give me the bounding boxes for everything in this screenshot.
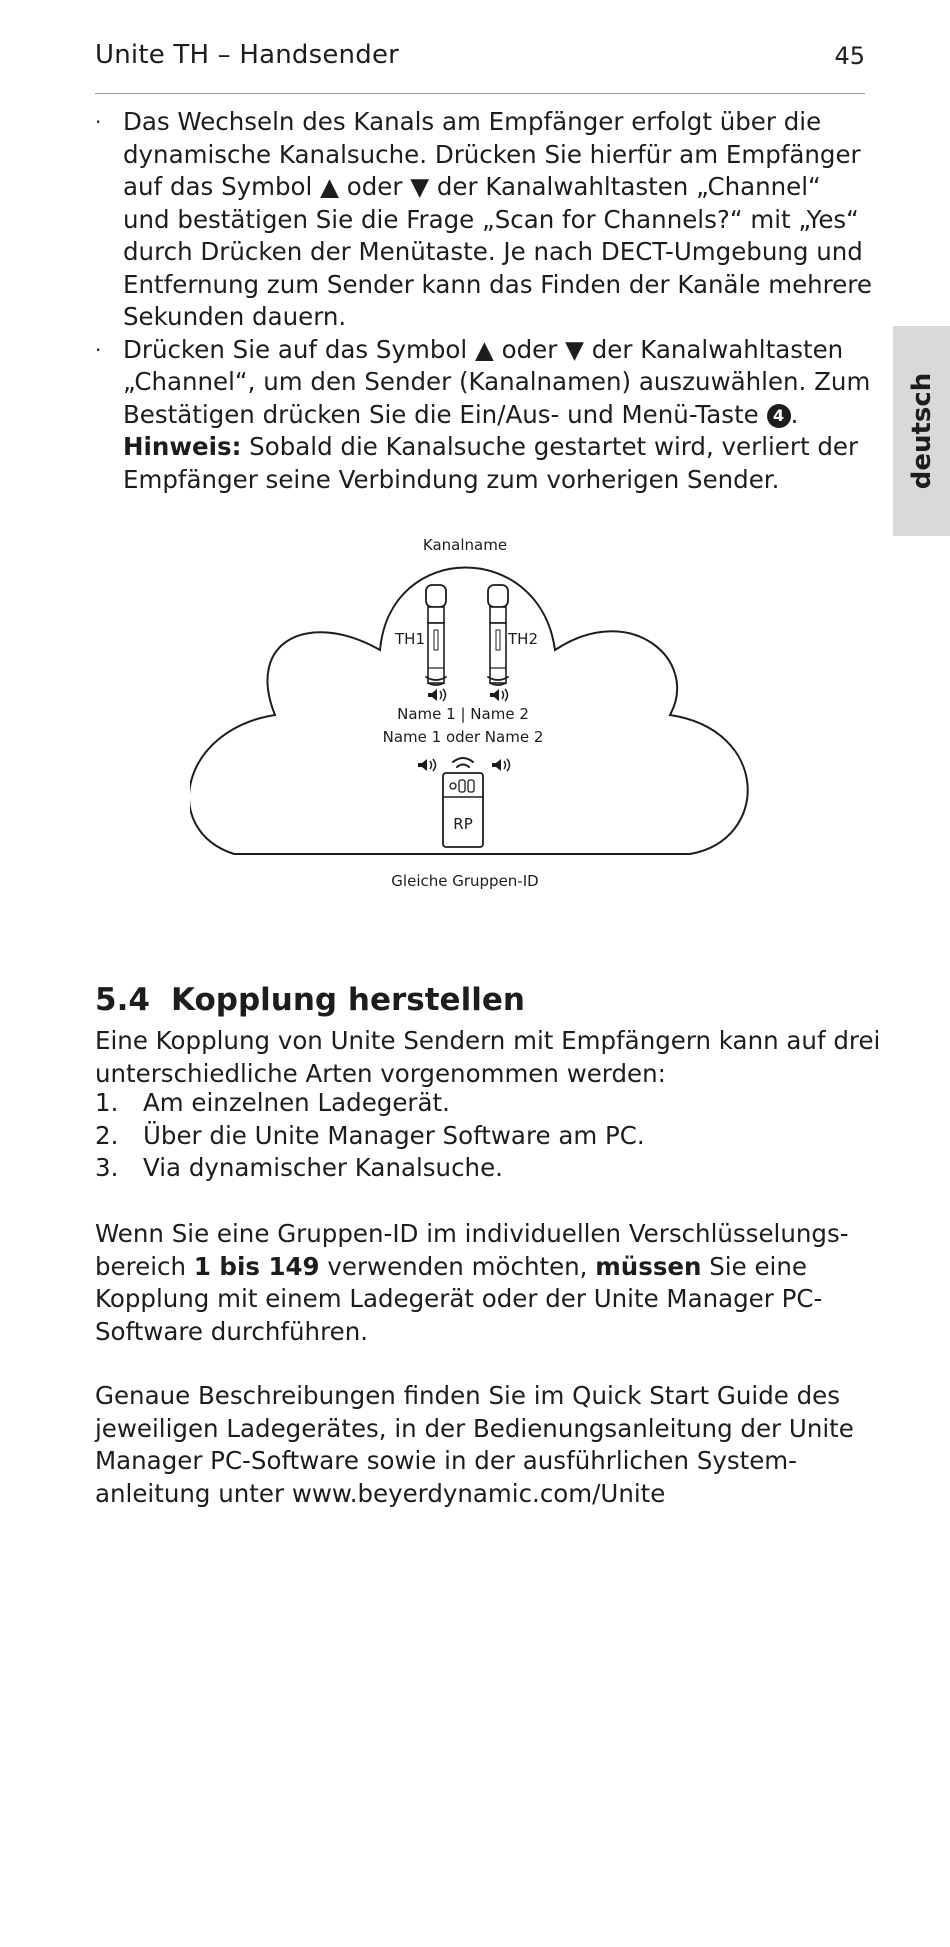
header-title: Unite TH – Handsender — [95, 40, 400, 70]
diagram-names-label: Name 1 | Name 2 — [397, 705, 529, 723]
list-item — [95, 1120, 645, 1153]
receiver-device-icon — [443, 773, 483, 847]
header-divider — [95, 93, 865, 94]
reference-paragraph: Genaue Beschreibungen finden Sie im Quick Start Guide des jeweiligen Ladegerätes, in der Bedienungsanleitung der Unite Manager PC-Software sowie in der ausführlichen System-anleitung unter www.beyerdynamic.com/Unite — [95, 1381, 854, 1508]
step-number: 1. — [95, 1088, 119, 1117]
step-text: Via dynamischer Kanalsuche. — [143, 1153, 503, 1182]
paragraph-bold-range: 1 bis 149 — [193, 1251, 320, 1281]
instruction-list — [95, 106, 875, 496]
list-item — [95, 1152, 645, 1185]
list-item — [95, 106, 875, 334]
language-tab-label: deutsch — [906, 372, 937, 490]
language-tab — [893, 326, 950, 536]
step-number: 2. — [95, 1120, 119, 1150]
diagram-th1-label: TH1 — [395, 630, 425, 648]
step-text: Über die Unite Manager Software am PC. — [143, 1120, 645, 1150]
list-item — [95, 334, 875, 497]
step-number: 3. — [95, 1153, 119, 1182]
section-intro: Eine Kopplung von Unite Sendern mit Empfängern kann auf drei unterschiedliche Arten vorgenommen werden: — [95, 1026, 881, 1088]
bullet-text: Das Wechseln des Kanals am Empfänger erfolgt über die dynamische Kanalsuche. Drücken Sie hierfür am Empfänger auf das Symbol ▲ oder ▼ der Kanalwahltasten „Channel“ und bestätigen Sie die Frage „Scan for Channels?“ mit „Yes“ durch Drücken der Menütaste. Je nach DECT-Umgebung und Entfernung zum Sender kann das Finden der Kanäle mehrere Sekunden dauern. — [123, 107, 872, 331]
button-number-badge: 4 — [767, 404, 791, 428]
handheld-mic-th1-icon — [426, 585, 446, 683]
bullet-text: Drücken Sie auf das Symbol ▲ oder ▼ der Kanalwahltasten „Channel“, um den Sender (Kanalnamen) auszuwählen. Zum Bestätigen drücken Sie die Ein/Aus- und Menü-Taste — [123, 334, 871, 429]
diagram-names-or-label: Name 1 oder Name 2 — [382, 728, 544, 746]
diagram-receiver-label: RP — [453, 815, 473, 833]
diagram-top-label: Kanalname — [422, 536, 508, 554]
paragraph-text: Sie eine Kopplung mit einem Ladegerät oder der Unite Manager PC-Software durchführen. — [95, 1251, 823, 1346]
bullet-text-end: . — [790, 399, 799, 429]
note-label: Hinweis: — [123, 432, 242, 461]
page-number: 45 — [834, 42, 865, 70]
channel-diagram — [190, 530, 750, 900]
paragraph-text: Wenn Sie eine Gruppen-ID im individuellen Verschlüsselungs-bereich — [95, 1219, 849, 1281]
step-text: Am einzelnen Ladegerät. — [143, 1088, 450, 1117]
handheld-mic-th2-icon — [488, 585, 508, 683]
note-text: Sobald die Kanalsuche gestartet wird, verliert der Empfänger seine Verbindung zum vorherigen Sender. — [123, 432, 859, 494]
paragraph-text: verwenden möchten, — [319, 1251, 596, 1281]
list-item — [95, 1087, 645, 1120]
diagram-th2-label: TH2 — [508, 630, 538, 648]
section-number: 5.4 — [95, 982, 150, 1018]
pairing-methods-list — [95, 1087, 645, 1185]
section-title: Kopplung herstellen — [171, 982, 525, 1018]
bullet-dot-icon: · — [95, 110, 102, 134]
bullet-dot-icon: · — [95, 337, 102, 362]
diagram-bottom-label: Gleiche Gruppen-ID — [391, 872, 539, 890]
section-heading — [95, 982, 525, 1018]
group-id-paragraph — [95, 1218, 885, 1348]
paragraph-bold-must: müssen — [595, 1251, 702, 1281]
